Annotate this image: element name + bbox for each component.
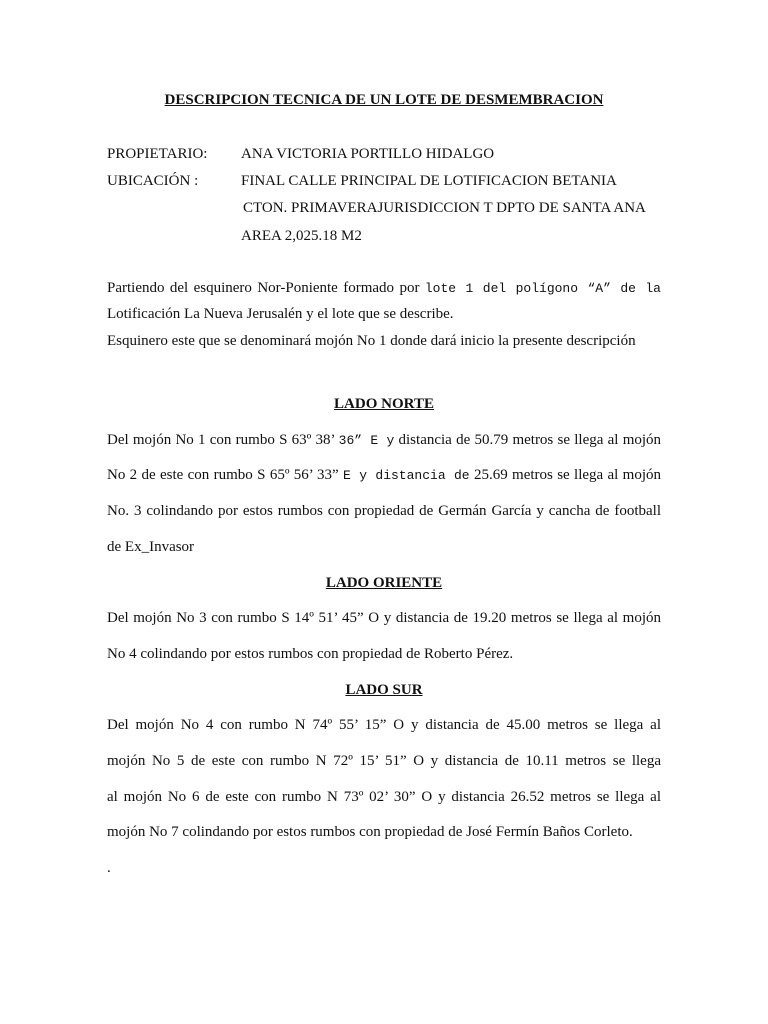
- norte-line-2-b: E y distancia de: [343, 468, 470, 483]
- sur-line-3: al mojón No 6 de este con rumbo N 73º 02’ 30” O y distancia 26.52 metros se llega al: [107, 789, 661, 805]
- heading-lado-oriente: LADO ORIENTE: [325, 575, 443, 591]
- norte-line-1-a: Del mojón No 1 con rumbo S 63º 38’: [107, 432, 335, 448]
- norte-line-2-a: No 2 de este con rumbo S 65º 56’ 33”: [107, 467, 339, 483]
- location-line-2: CTON. PRIMAVERAJURISDICCION T DPTO DE SANTA ANA: [243, 200, 646, 216]
- heading-lado-norte: LADO NORTE: [334, 396, 434, 412]
- owner-value: ANA VICTORIA PORTILLO HIDALGO: [241, 146, 495, 162]
- owner-label: PROPIETARIO:: [107, 146, 208, 162]
- norte-line-1: [107, 432, 661, 449]
- oriente-line-1: Del mojón No 3 con rumbo S 14º 51’ 45” O y distancia de 19.20 metros se llega al mojón: [107, 610, 661, 626]
- norte-line-2-c: 25.69 metros se llega al mojón: [473, 467, 662, 483]
- heading-lado-sur: LADO SUR: [345, 682, 423, 698]
- trailing-period: .: [107, 860, 111, 876]
- location-label: UBICACIÓN :: [107, 173, 199, 189]
- sur-line-4: mojón No 7 colindando por estos rumbos con propiedad de José Fermín Baños Corleto.: [107, 824, 633, 840]
- oriente-line-2: No 4 colindando por estos rumbos con propiedad de Roberto Pérez.: [107, 646, 514, 662]
- intro-line-1: [107, 280, 661, 297]
- location-area: AREA 2,025.18 M2: [241, 228, 362, 244]
- intro-line-3: Esquinero este que se denominará mojón No 1 donde dará inicio la presente descripción: [107, 333, 636, 349]
- intro-line-1-a: Partiendo del esquinero Nor-Poniente formado por: [107, 280, 420, 296]
- norte-line-1-b: 36” E y: [338, 433, 395, 448]
- document-title: DESCRIPCION TECNICA DE UN LOTE DE DESMEMBRACION: [164, 92, 604, 108]
- norte-line-1-c: distancia de 50.79 metros se llega al mojón: [398, 432, 662, 448]
- intro-line-2: Lotificación La Nueva Jerusalén y el lote que se describe.: [107, 306, 454, 322]
- location-line-1: FINAL CALLE PRINCIPAL DE LOTIFICACION BETANIA: [241, 173, 617, 189]
- sur-line-1: Del mojón No 4 con rumbo N 74º 55’ 15” O y distancia de 45.00 metros se llega al: [107, 717, 661, 733]
- norte-line-2: [107, 467, 661, 484]
- norte-line-4: de Ex_Invasor: [107, 539, 195, 555]
- norte-line-3: No. 3 colindando por estos rumbos con propiedad de Germán García y cancha de football: [107, 503, 661, 519]
- intro-line-1-b: lote 1 del polígono “A” de la: [424, 281, 661, 296]
- sur-line-2: mojón No 5 de este con rumbo N 72º 15’ 51” O y distancia de 10.11 metros se llega: [107, 753, 661, 769]
